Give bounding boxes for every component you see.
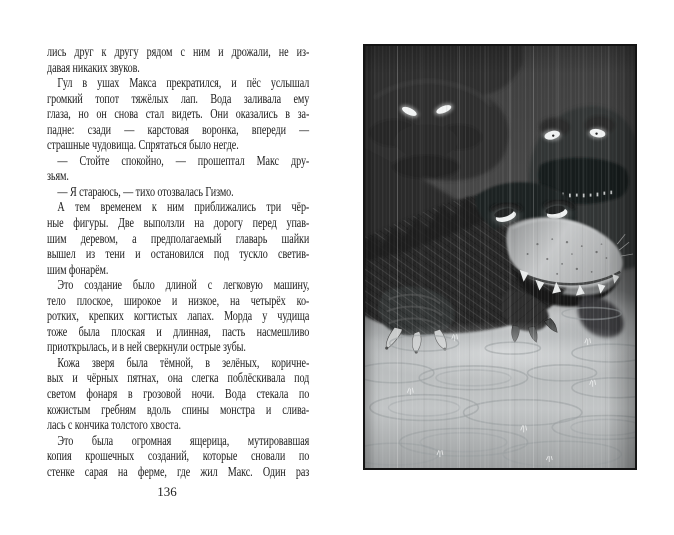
text-line: светом фонаря в грозовой ночи. Вода стекала по (47, 386, 310, 402)
text-line: глаза, но он снова стал видеть. Они оказались в за- (47, 106, 310, 122)
text-line: ротких, крепких когтистых лапах. Морда у чудища (47, 308, 310, 324)
text-line: вых и чёрных пятнах, она слегка поблёскивала под (47, 370, 310, 386)
text-line: стенке сарая на ферме, где жил Макс. Один раз (47, 463, 310, 479)
illustration-frame (363, 44, 637, 470)
text-line: Это создание было длиной с легковую машину, (57, 277, 310, 293)
text-line: Кожа зверя была тёмной, в зелёных, коричне- (57, 354, 310, 370)
text-line: А тем временем к ним приближались три чёр- (57, 199, 310, 215)
rain-layer (365, 46, 635, 468)
page-number: 136 (157, 484, 177, 499)
text-line: Гул в ушах Макса прекратился, и пёс услышал (57, 75, 310, 91)
text-line: кожистым гребням вдоль спины монстра и слива- (47, 401, 310, 417)
text-line: шим деревом, а предполагаемый главарь шайки (47, 230, 310, 246)
text-line: приоткрылась, и в ней сверкнули острые зубы. (47, 339, 246, 355)
monster-illustration (365, 46, 635, 468)
text-line: вышел из тени и остановился под тускло светив- (47, 246, 310, 262)
text-line: копия крошечных созданий, которые сновали по (47, 448, 310, 464)
text-line: лись друг к другу рядом с ним и дрожали, не из- (47, 44, 310, 59)
text-line: зьям. (47, 168, 69, 184)
text-line: шим фонарём. (47, 261, 109, 277)
text-line: лась с кончика толстого хвоста. (47, 417, 181, 433)
text-line: страшные чудовища. Спрятаться было негде. (47, 137, 239, 153)
text-line: тоже была плоская и длинная, пасть насмешливо (47, 323, 310, 339)
text-line: громкий топот тяжёлых лап. Вода заливала ему (47, 90, 310, 106)
text-line: ные фигуры. Две выползли на дорогу перед упав- (47, 215, 310, 231)
text-line: Это была огромная ящерица, мутировавшая (57, 432, 310, 448)
left-page-text-column (47, 44, 309, 479)
text-line: тело плоское, широкое и низкое, на четырёх ко- (47, 292, 310, 308)
text-line: давая никаких звуков. (47, 59, 140, 75)
text-line: — Стойте спокойно, — прошептал Макс дру- (57, 152, 310, 168)
text-line: падне: сзади — карстовая воронка, впереди — (47, 121, 310, 137)
text-line: — Я стараюсь, — тихо отозвалась Гизмо. (57, 183, 234, 199)
